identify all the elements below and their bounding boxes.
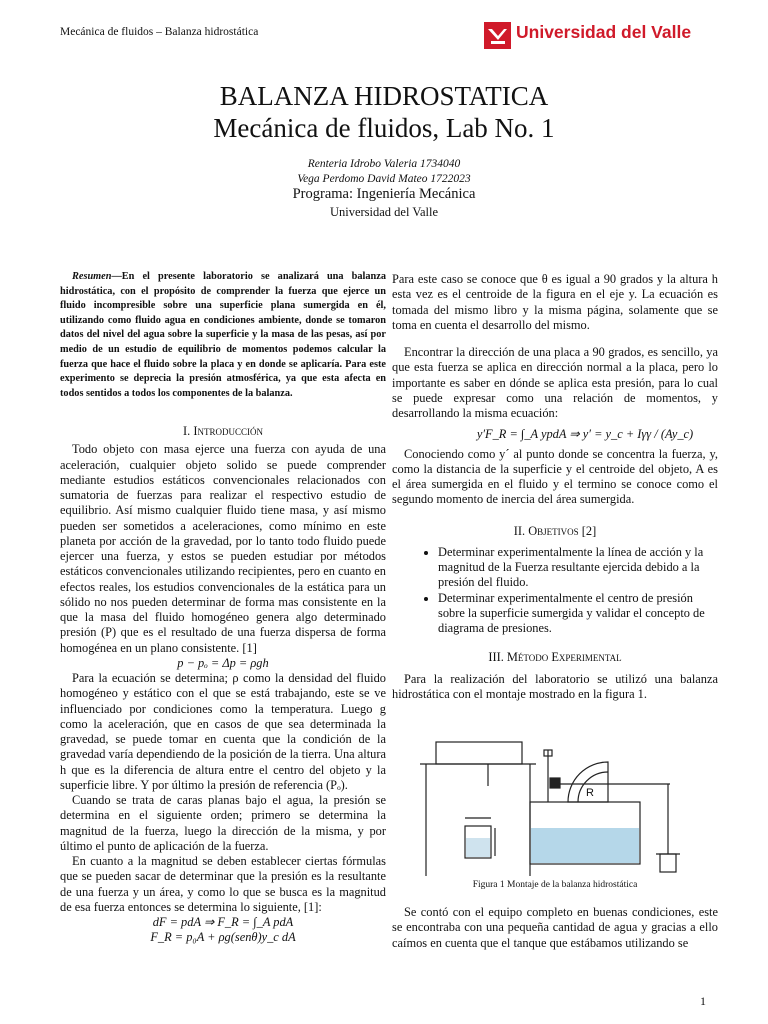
figure-caption: Figura 1 Montaje de la balanza hidrostática — [472, 880, 638, 890]
right-column — [392, 272, 718, 702]
figure-label: R — [586, 787, 594, 799]
paragraph: Todo objeto con masa ejerce una fuerza con ayuda de una aceleración, cualquier objeto solido se puede comprender mediante estudios estáticos convencionales relacionados con sumatoria de fuerzas para realizar el respectivo estudio de equilibrio. Así mismo cualquier fluido tiene masa, y así mismo pueden ser sometidos a aceleraciones, como mínimo en este planeta por acción de la gravedad, por lo tanto todo fluido puede ejercer una fuerza, y estos se pueden estudiar por métodos estáticos convencionales utilizando recipientes, pero en cuanto en efectos reales, los estudios convencionales de la estática para un sólido no nos pueden determinar de forma mas consistente en la que la masa del fluido homogéneo genera algo determinado presión (P) que es el resultado de una fuerza dispersa de forma homogénea en un plano consistente. [1] — [60, 442, 386, 655]
equation: y′F_R = ∫_A ypdA ⇒ y′ = y_c + Iγγ / (Ay_c) — [476, 427, 694, 442]
program: Programa: Ingeniería Mecánica — [292, 186, 476, 202]
paper-subtitle: Mecánica de fluidos, Lab No. 1 — [213, 113, 555, 143]
running-header: Mecánica de fluidos – Balanza hidrostática — [60, 26, 259, 38]
abstract — [60, 270, 386, 401]
paper-title: BALANZA HIDROSTATICA — [219, 81, 549, 111]
paragraph: Encontrar la dirección de una placa a 90 grados, es sencillo, ya que esta fuerza se aplica en dirección normal a la placa, pero lo importante es saber en dónde se aplica esta presión, para lo cual se puede expresar como una relación de momentos, y desarrollando la misma ecuación: — [392, 345, 718, 420]
equation: F_R = p₀A + ρg(senθ)y_c dA — [150, 930, 296, 945]
section-heading: I. Introducción — [183, 424, 263, 438]
right-column-continued — [392, 905, 718, 951]
paragraph: Para este caso se conoce que θ es igual a 90 grados y la altura h esta vez es el centroide de la figura en el eje y. La ecuación es tomada del mismo libro y la misma página, solamente que se toma en cuenta el desarrollo del mismo. — [392, 272, 718, 332]
author-1: Renteria Idrobo Valeria 1734040 — [307, 158, 461, 170]
paragraph: Cuando se trata de caras planas bajo el agua, la presión se determina en el siguiente orden; primero se determina la magnitud de la fuerza, luego la dirección de la misma, y por último el punto de aplicación de la fuerza. — [60, 793, 386, 853]
paragraph: Para la realización del laboratorio se utilizó una balanza hidrostática con el montaje mostrado en la figura 1. — [392, 671, 718, 701]
list-item: • Determinar experimentalmente la línea de acción y la magnitud de la Fuerza resultante ejercida debido a la presión del fluido. — [438, 545, 718, 591]
objectives-list — [392, 545, 718, 637]
affiliation: Universidad del Valle — [329, 205, 439, 219]
equation: p − pₒ = Δp = ρgh — [177, 655, 269, 670]
paragraph: Conociendo como y´ al punto donde se concentra la fuerza, y, como la distancia de la superficie y el centroide del objeto, A es el área sumergida en el fluido y el termino se conoce como el segundo momento de inercia del área sumergida. — [392, 446, 718, 507]
equation: dF = pdA ⇒ F_R = ∫_A pdA — [152, 915, 294, 929]
section-heading: II. Objetivos [2] — [513, 523, 597, 538]
author-2: Vega Perdomo David Mateo 1722023 — [297, 173, 471, 185]
university-logo-text: Universidad del Valle — [516, 22, 692, 42]
page-number: 1 — [700, 994, 706, 1008]
hydrostatic-balance-figure — [410, 736, 710, 878]
paragraph: En cuanto a la magnitud se deben establecer ciertas fórmulas que se pueden sacar de determinar que la presión es la resultante de una fuerza y un área, y como lo que se busca es la magnitud de esa fuerza entonces se determina lo siguiente, [1]: — [60, 854, 386, 914]
section-introduction — [60, 424, 386, 946]
list-item: • Determinar experimentalmente el centro de presión sobre la superficie sumergida y validar el concepto de diagrama de presiones. — [438, 591, 718, 637]
abstract-label: Resumen — [72, 271, 112, 282]
abstract-text: —En el presente laboratorio se analizará una balanza hidrostática, con el propósito de comprender la fuerza que ejerce un fluido incompresible sobre una superficie plana sumergida en él, utilizando como fluido agua en condiciones ambiente, donde se tomaron datos del nivel del agua sobre la superficie y la masa de las pesas, así por medio de un estudio de equilibrio de momentos podemos calcular la fuerza que hace el fluido sobre la placa y en donde se aplicaría. Para este experimento se deprecia la presión atmosférica, ya que esta afecta en todos sentidos a todos los componentes de la balanza. — [60, 271, 386, 399]
section-heading: III. Método Experimental — [488, 650, 622, 665]
paragraph: Para la ecuación se determina; ρ como la densidad del fluido homogéneo y estático con el que se está trabajando, este se ve influenciado por condiciones como la temperatura. Luego g como la aceleración, que en casos de que sea determinada la gravedad, se puede tomar en cuenta que la condición de la gravedad varía dependiendo de la posición de la tierra. Una altura h que es la diferencia de altura entre el centro del objeto y la superficie libre. Y por último la presión de referencia (Pₒ). — [60, 671, 386, 792]
paragraph: Se contó con el equipo completo en buenas condiciones, este se encontraba con una pequeña cantidad de agua y gracias a ello caímos en cuenta que el tanque que estábamos utilizando se — [392, 905, 718, 950]
